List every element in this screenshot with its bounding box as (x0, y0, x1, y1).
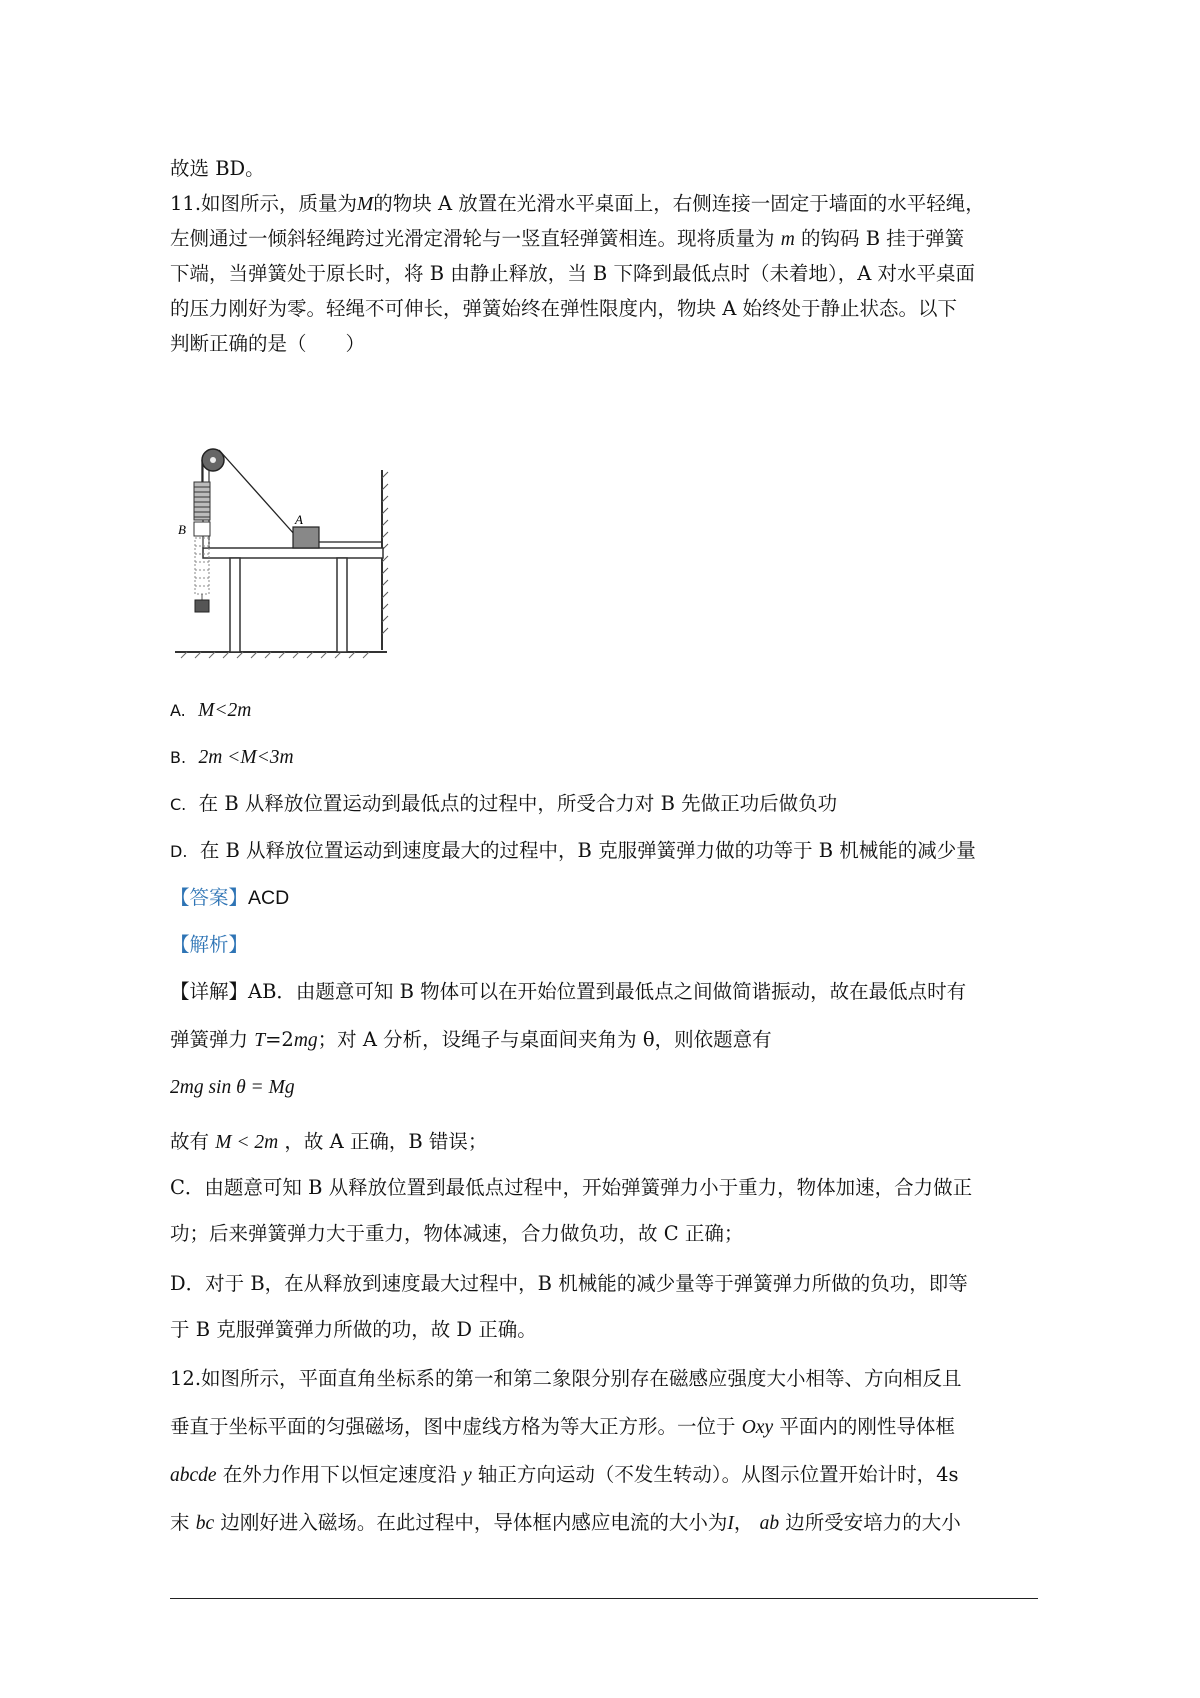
option-b: B. 2m <M<3m (170, 747, 294, 768)
q12-line-1: 12.如图所示，平面直角坐标系的第一和第二象限分别存在磁感应强度大小相等、方向相反且 (170, 1367, 962, 1390)
detail-line-7: D．对于 B，在从释放到速度最大过程中，B 机械能的减少量等于弹簧弹力所做的负功，即等 (170, 1272, 968, 1295)
conclusion-line: 故选 BD。 (170, 157, 265, 180)
q11-line-2: 左侧通过一倾斜轻绳跨过光滑定滑轮与一竖直轻弹簧相连。现将质量为 m 的钩码 B 挂于弹簧 (170, 227, 965, 250)
answer-line (170, 886, 1040, 910)
option-c: C. 在 B 从释放位置运动到最低点的过程中，所受合力对 B 先做正功后做负功 (170, 792, 838, 815)
option-a: A. M<2m (170, 700, 252, 721)
detail-line-5: C．由题意可知 B 从释放位置到最低点过程中，开始弹簧弹力小于重力，物体加速，合力做正 (170, 1176, 973, 1199)
detail-line-2: 弹簧弹力 T=2mg；对 A 分析，设绳子与桌面间夹角为 θ，则依题意有 (170, 1028, 772, 1051)
detail-line-6: 功；后来弹簧弹力大于重力，物体减速，合力做负功，故 C 正确； (170, 1222, 744, 1245)
equation: 2mg sin θ = Mg (170, 1077, 295, 1098)
detail-line-1: 【详解】AB．由题意可知 B 物体可以在开始位置到最低点之间做简谐振动，故在最低点时有 (170, 980, 967, 1003)
answer-value: ACD (248, 887, 290, 909)
label-a: A (295, 512, 303, 527)
q11-line-3: 下端，当弹簧处于原长时，将 B 由静止释放，当 B 下降到最低点时（未着地），A 对水平桌面 (170, 262, 975, 285)
physics-figure (175, 440, 415, 670)
q12-line-2: 垂直于坐标平面的匀强磁场，图中虚线方格为等大正方形。一位于 Oxy 平面内的刚性导体框 (170, 1415, 955, 1438)
label-b: B (178, 522, 186, 537)
answer-label: 【答案】 (170, 886, 249, 909)
footer-divider (170, 1598, 1038, 1599)
analysis-label: 【解析】 (170, 933, 249, 956)
detail-line-8: 于 B 克服弹簧弹力所做的功，故 D 正确。 (170, 1318, 537, 1341)
detail-line-4: 故有 M < 2m ，故 A 正确，B 错误； (170, 1130, 488, 1153)
q12-line-4: 末 bc 边刚好进入磁场。在此过程中，导体框内感应电流的大小为I， ab 边所受安培力的大小 (170, 1511, 961, 1534)
q11-line-1: 11.如图所示，质量为M的物块 A 放置在光滑水平桌面上，右侧连接一固定于墙面的水平轻绳， (170, 192, 985, 215)
q11-line-4: 的压力刚好为零。轻绳不可伸长，弹簧始终在弹性限度内，物块 A 始终处于静止状态。以下 (170, 297, 957, 320)
q11-line-5: 判断正确的是（ ） (170, 332, 366, 355)
option-d: D. 在 B 从释放位置运动到速度最大的过程中，B 克服弹簧弹力做的功等于 B 机械能的减少量 (170, 839, 976, 862)
pulley-spring-diagram (175, 440, 415, 670)
q12-line-3: abcde 在外力作用下以恒定速度沿 y 轴正方向运动（不发生转动）。从图示位置开始计时，4s (170, 1463, 959, 1486)
